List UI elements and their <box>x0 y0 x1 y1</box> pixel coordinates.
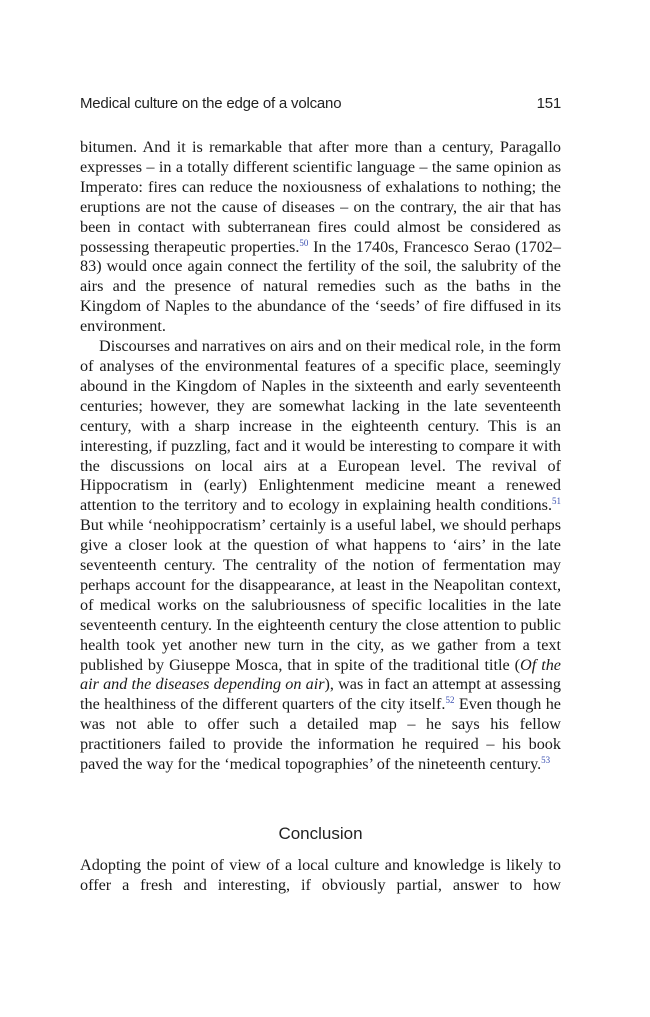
paragraph-2-text-a: Discourses and narratives on airs and on their medical role, in the form of analyses of the environmental features of a specific place, seemingly abound in the Kingdom of Naples in the sixteenth and early seventeenth centuries; however, they are somewhat lacking in the late seventeenth century, with a sharp increase in the eighteenth century. This is an interesting, if puzzling, fact and it would be interesting to compare it with the discussions on local airs at a European level. The revival of Hippocratism in (early) Enlightenment medicine meant a renewed attention to the territory and to ecology in explaining health conditions. <box>80 337 561 515</box>
paragraph-2-text-c: ), was in fact an attempt at assessing the healthiness of the different quarters of the city itself. <box>80 675 561 714</box>
conclusion-paragraph: Adopting the point of view of a local culture and knowledge is likely to offer a fresh and interesting, if obviously partial, answer to how <box>80 856 561 894</box>
body-text <box>80 138 561 775</box>
page-number: 151 <box>536 95 561 112</box>
paragraph-2 <box>80 337 561 775</box>
paragraph-1-text-b: In the 1740s, Francesco Serao (1702–83) would once again connect the fertility of the soil, the salubrity of the airs and the presence of natural remedies such as the baths in the Kingdom of Naples to the abundance of the ‘seeds’ of fire diffused in its environment. <box>80 237 561 336</box>
footnote-ref-51[interactable]: 51 <box>552 496 561 507</box>
paragraph-1-text-a: bitumen. And it is remarkable that after more than a century, Paragallo expresses – in a totally different scientific language – the same opinion as Imperato: fires can reduce the noxiousness of exhalations to nothing; the eruptions are not the cause of diseases – on the contrary, the air that has been in contact with subterranean fires could almost be considered as possessing therapeutic properties. <box>80 138 561 256</box>
italic-book-title: Of the air and the diseases depending on air <box>80 655 561 694</box>
running-head <box>80 95 561 117</box>
footnote-ref-50[interactable]: 50 <box>299 237 309 248</box>
conclusion-text <box>80 856 561 896</box>
running-title: Medical culture on the edge of a volcano <box>80 95 342 112</box>
paragraph-2-text-b: But while ‘neohippocratism’ certainly is a useful label, we should perhaps give a closer look at the question of what happens to ‘airs’ in the late seventeenth century. The centrality of the notion of fermentation may perhaps account for the disappearance, at least in the Neapolitan context, of medical works on the salubriousness of specific localities in the late seventeenth century. In the eighteenth century the close attention to public health took yet another new turn in the city, as we gather from a text published by Giuseppe Mosca, that in spite of the traditional title ( <box>80 516 561 674</box>
section-heading-conclusion: Conclusion <box>278 824 363 843</box>
paragraph-1 <box>80 138 561 337</box>
footnote-ref-52[interactable]: 52 <box>445 695 455 706</box>
paragraph-2-text-d: Even though he was not able to offer such a detailed map – he says his fellow practitioners failed to provide the information he required – his book paved the way for the ‘medical topographies’ of the nineteenth century. <box>80 695 561 774</box>
footnote-ref-53[interactable]: 53 <box>541 755 551 766</box>
